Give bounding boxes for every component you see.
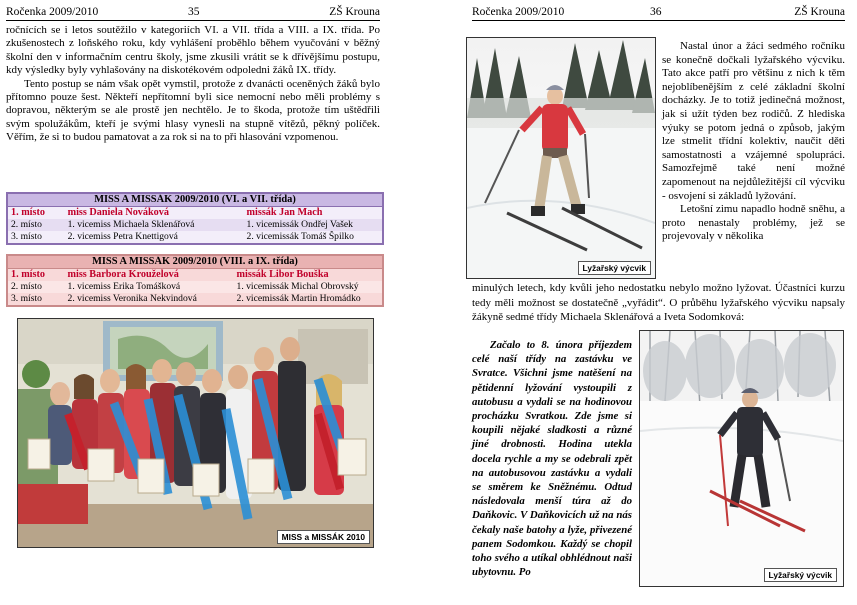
table-title: MISS A MISSÁK 2009/2010 (VI. a VII. třída) [7,193,383,207]
table-row [7,293,383,306]
miss-cell: 1. vicemiss Michaela Sklenářová [67,219,195,230]
skiing-photo-2-caption: Lyžařský výcvik [764,568,837,582]
place-cell: 1. místo [11,269,45,280]
paragraph: Tento postup se nám však opět vymstil, protože z dvanácti oceněných žáků bylo přítomno pouze šest. Někteří nepřítomní byli sice nemocní nebo měli problémy s dopravou, některým se ale prostě jen nechtělo. Je to škoda, protože tím uštědřili svým spolužákům, kteří je svými hlasy vynesli na stupně vítězů, pěkný políček. Věřím, že si to budou pamatovat a za rok si na to při hlasování vzpomenou. [6,77,380,144]
group-photo-illustration [18,319,373,547]
skiing-photo-2 [639,330,844,587]
header-yearbook-title: Ročenka 2009/2010 [472,6,565,18]
missak-cell: 1. vicemissák Michal Obrovský [236,281,359,292]
table-title: MISS A MISSÁK 2009/2010 (VIII. a IX. třída) [7,255,383,269]
right-column-text [662,40,845,244]
missak-cell: missák Libor Bouška [236,269,329,280]
missak-cell: missák Jan Mach [246,207,323,218]
missak-cell: 1. vicemissák Ondřej Vašek [246,219,353,230]
place-cell: 3. místo [11,293,42,304]
right-full-width-text [472,281,845,325]
table-row [7,269,383,282]
skiing-photo-1-illustration [467,38,655,278]
skiing-photo-1 [466,37,656,279]
place-cell: 2. místo [11,281,42,292]
left-body-text [6,24,380,145]
paragraph: Nastal únor a žáci sedmého ročníku se konečně dočkali lyžařského výcviku. Tato akce patří pro většinu z nich k těm nejoblíbenějším z celé základní školní docházky. Je to totiž jedinečná možnost, jak si užít týden bez rodičů. Z hlediska výuky se potom jedná o způsob, jakým lze stmelit třídní kolektiv, naučit děti samostatnosti a vzájemné spolupráci. Samozřejmě také není možné zapomenout na nejdůležitější cíl výcviku - osvojení si základů lyžování. [662,40,845,202]
miss-table-8-9 [6,254,384,307]
place-cell: 2. místo [11,219,42,230]
right-page [428,0,857,605]
miss-table-6-7 [6,192,384,245]
header-school-name: ZŠ Krouna [794,6,845,18]
right-page-header [472,4,845,21]
group-photo [17,318,374,548]
paragraph: minulých letech, kdy kvůli jeho nedostatku nebylo možno lyžovat. Účastníci kurzu tedy měli možnost se dostatečně „vyřádit“. O průběhu lyžařského výcviku napsaly žákyně sedmé třídy Michaela Sklenářová a Iveta Sodomková: [472,282,845,324]
group-photo-caption: MISS a MISSÁK 2010 [277,530,370,544]
miss-cell: miss Daniela Nováková [67,207,169,218]
miss-cell: 2. vicemiss Veronika Nekvindová [67,293,197,304]
table-row [7,207,383,220]
paragraph: ročnících se i letos soutěžilo v kategoriích VI. a VII. třída a VIII. a IX. třída. Po zkušenostech z loňského roku, kdy vyhlášení proběhlo během vyučování v běžný školní den v informačním centru školy, jsme zkusili vrátit se k dřívějšímu postupu, kdy výsledky byly vyhlašovány na diskotékovém odpoledni žáků IX. třídy. [6,24,380,77]
miss-cell: miss Barbora Krouželová [67,269,179,280]
paragraph: Letošní zimu napadlo hodně sněhu, a proto nenastaly problémy, jež se projevovaly v několika [662,203,845,243]
page-number: 36 [650,6,662,18]
left-page [0,0,428,605]
skiing-photo-1-caption: Lyžařský výcvik [578,261,651,275]
table-row [7,219,383,231]
table-row [7,281,383,293]
missak-cell: 2. vicemissák Tomáš Špilko [246,231,354,242]
miss-cell: 2. vicemiss Petra Knettigová [67,231,178,242]
table-row [7,231,383,244]
header-school-name: ZŠ Krouna [329,6,380,18]
miss-cell: 1. vicemiss Erika Tomášková [67,281,181,292]
header-yearbook-title: Ročenka 2009/2010 [6,6,99,18]
missak-cell: 2. vicemissák Martin Hromádko [236,293,361,304]
place-cell: 1. místo [11,207,45,218]
skiing-photo-2-illustration [640,331,843,586]
student-account-text [472,338,632,579]
page-number: 35 [188,6,200,18]
left-page-header [6,4,380,21]
paragraph: Začalo to 8. února příjezdem celé naší třídy na zastávku ve Svratce. Všichni jsme natěšení na pětidenní lyžování vystoupili z autobusu a vydali se na hodinovou procházku Svratkou. Zde jsme si koupili nějaké sladkosti a různé jiné drobnosti. Hodina utekla docela rychle a my se odebrali zpět na autobusovou zastávku a vydali se směrem ke Sněžnému. Odtud následovala menší túra až do Daňkovic. V Daňkovicích už na nás čekaly naše batohy a lyže, přivezené panem Sodomkou. Každý se chopil toho svého a utíkal obhlédnout naši ubytovnu. Po [472,339,632,579]
place-cell: 3. místo [11,231,42,242]
